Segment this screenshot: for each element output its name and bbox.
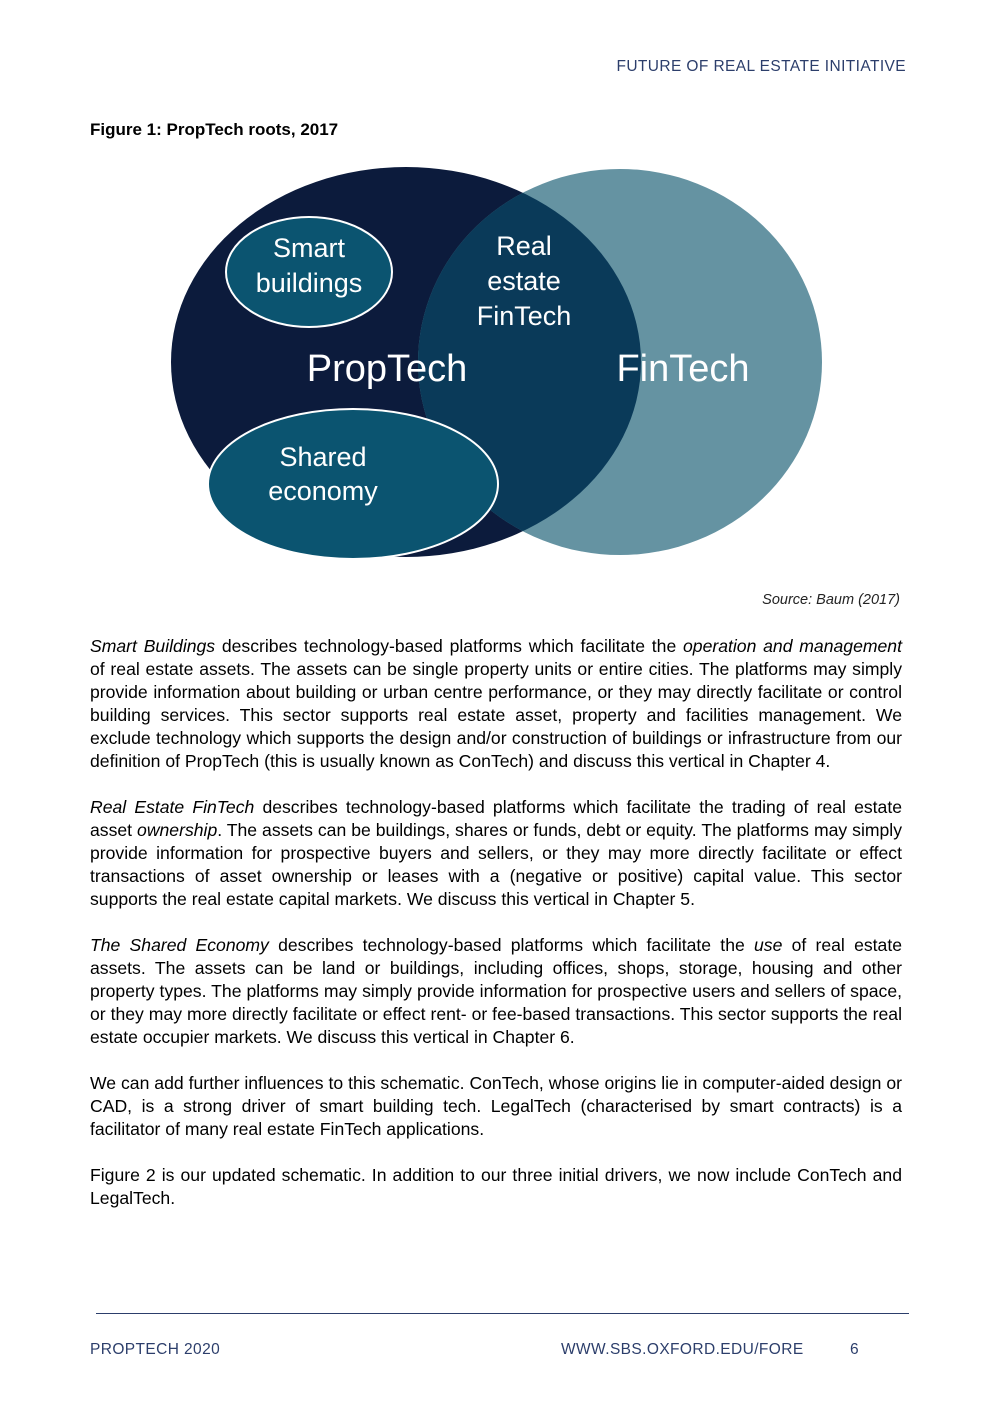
paragraph-further-influences: We can add further influences to this schematic. ConTech, whose origins lie in computer-aided design or CAD, is a strong driver of smart building tech. LegalTech (characterised by smart contracts) is a facilitator of many real estate FinTech applications. <box>90 1073 902 1139</box>
re-fintech-label-line1: Real <box>496 231 552 261</box>
running-header: FUTURE OF REAL ESTATE INITIATIVE <box>616 58 906 75</box>
figure-source: Source: Baum (2017) <box>762 592 900 608</box>
re-fintech-label-line3: FinTech <box>476 301 572 331</box>
venn-diagram <box>0 0 992 600</box>
paragraph-smart-buildings: Smart Buildings describes technology-based platforms which facilitate the operation and management of real estate assets. The assets can be single property units or entire cities. The platforms may simply provide information about building or urban centre performance, or they may directly facilitate or control building services. This sector supports real estate asset, property and facilities management. We exclude technology which supports the design and/or construction of buildings or infrastructure from our definition of PropTech (this is usually known as ConTech) and discuss this vertical in Chapter 4. <box>90 636 902 771</box>
proptech-label: PropTech <box>306 348 468 390</box>
footer-publication: PROPTECH 2020 <box>90 1341 221 1358</box>
body-text <box>90 635 902 1233</box>
fintech-label: FinTech <box>616 348 750 390</box>
footer-divider <box>96 1313 909 1314</box>
figure-title: Figure 1: PropTech roots, 2017 <box>90 120 339 139</box>
footer-url-link[interactable]: WWW.SBS.OXFORD.EDU/FORE <box>561 1341 804 1358</box>
re-fintech-label-line2: estate <box>487 266 561 296</box>
smart-buildings-label-line1: Smart <box>272 233 346 263</box>
paragraph-figure2-intro: Figure 2 is our updated schematic. In addition to our three initial drivers, we now include ConTech and LegalTech. <box>90 1165 902 1208</box>
shared-economy-label-line1: Shared <box>279 442 367 472</box>
paragraph-real-estate-fintech: Real Estate FinTech describes technology-based platforms which facilitate the trading of real estate asset ownership. The assets can be buildings, shares or funds, debt or equity. The platforms may simply provide information for prospective buyers and sellers, or they may more directly facilitate or effect transactions of asset ownership or leases with a (negative or positive) capital value. This sector supports the real estate capital markets. We discuss this vertical in Chapter 5. <box>90 797 902 909</box>
page-number: 6 <box>850 1341 859 1358</box>
paragraph-shared-economy: The Shared Economy describes technology-based platforms which facilitate the use of real estate assets. The assets can be land or buildings, including offices, shops, storage, housing and other property types. The platforms may simply provide information for prospective users and sellers of space, or they may more directly facilitate or effect rent- or fee-based transactions. This sector supports the real estate occupier markets. We discuss this vertical in Chapter 6. <box>90 935 903 1047</box>
shared-economy-label-line2: economy <box>268 476 378 506</box>
smart-buildings-label-line2: buildings <box>255 268 363 298</box>
